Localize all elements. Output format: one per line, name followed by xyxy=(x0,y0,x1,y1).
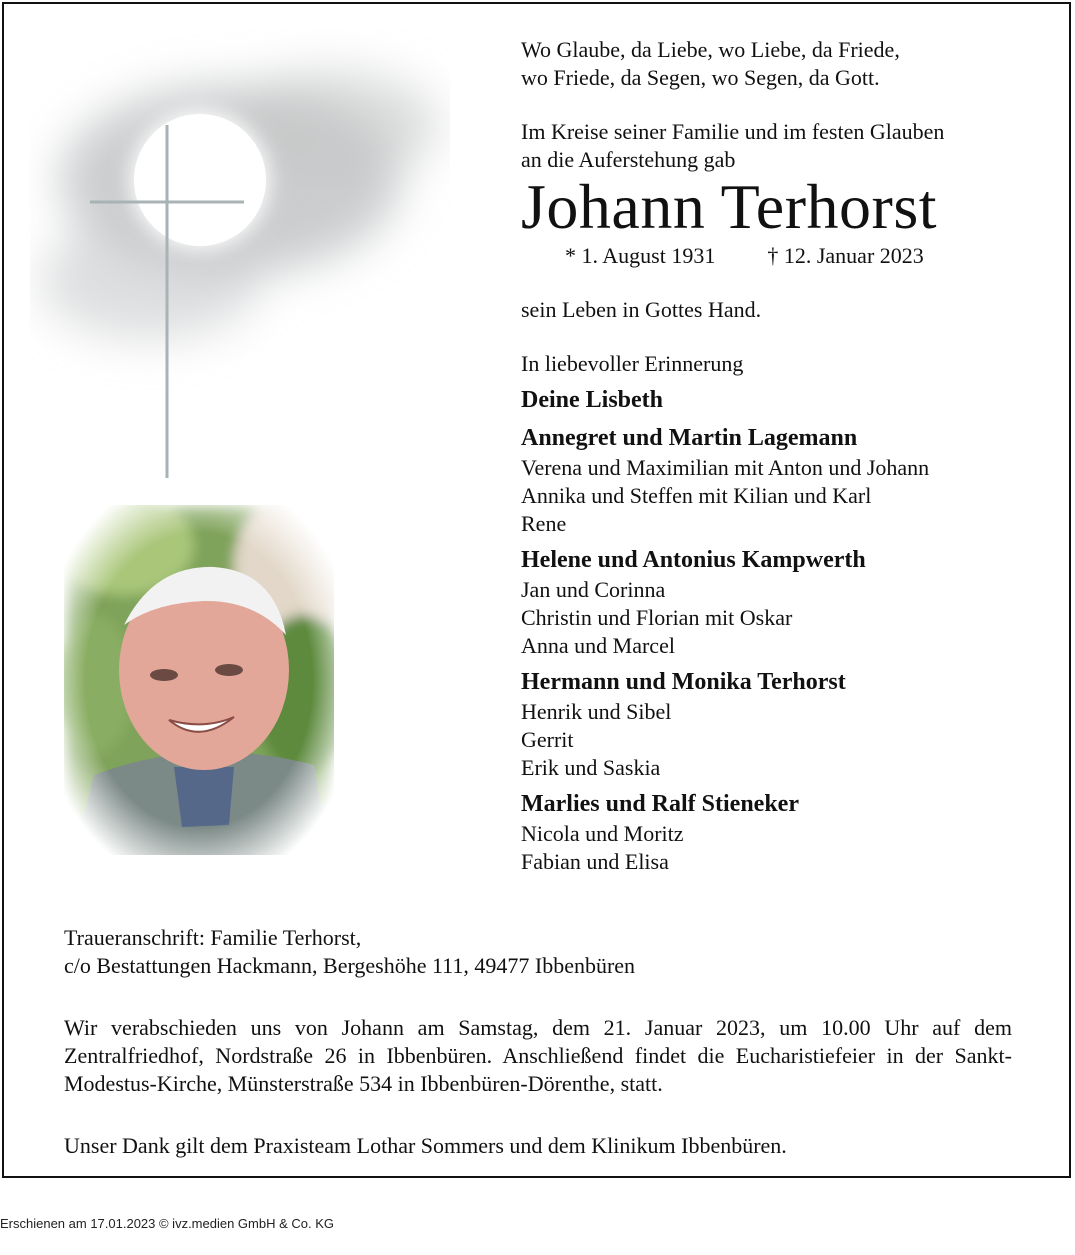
family-head: Hermann und Monika Terhorst xyxy=(521,669,846,695)
death-date: † 12. Januar 2023 xyxy=(767,243,924,268)
address-line-1: Traueranschrift: Familie Terhorst, xyxy=(64,925,362,950)
intro-line-2: an die Auferstehung gab xyxy=(521,147,736,172)
family-head: Annegret und Martin Lagemann xyxy=(521,425,858,451)
address-line-2: c/o Bestattungen Hackmann, Bergeshöhe 111, 49477 Ibbenbüren xyxy=(64,953,636,978)
notice-bottom-text xyxy=(64,924,1012,1160)
thanks-text: Unser Dank gilt dem Praxisteam Lothar Sommers und dem Klinikum Ibbenbüren. xyxy=(64,1133,787,1158)
poem-line-1: Wo Glaube, da Liebe, wo Liebe, da Friede, xyxy=(521,37,900,62)
family-head: Helene und Antonius Kampwerth xyxy=(521,547,866,573)
publication-footer: Erschienen am 17.01.2023 © ivz.medien GmbH & Co. KG xyxy=(0,1216,335,1231)
family-member: Christin und Florian mit Oskar xyxy=(521,605,793,630)
family-member: Anna und Marcel xyxy=(521,633,675,658)
family-member: Gerrit xyxy=(521,727,574,752)
birth-date: * 1. August 1931 xyxy=(565,243,716,268)
closing-line: sein Leben in Gottes Hand. xyxy=(521,297,762,322)
portrait-photo xyxy=(64,505,334,855)
family-member: Rene xyxy=(521,511,567,536)
intro-line-1: Im Kreise seiner Familie und im festen Glauben xyxy=(521,119,945,144)
memory-heading: In liebevoller Erinnerung xyxy=(521,351,744,376)
ceremony-text: Wir verabschieden uns von Johann am Samstag, dem 21. Januar 2023, um 10.00 Uhr auf dem Zentralfriedhof, Nordstraße 26 in Ibbenbüren. Anschließend findet die Eucharistiefeier in der Sankt-Modestus-Kirche, Münsterstraße 534 in Ibbenbüren-Dörenthe, statt. xyxy=(64,1015,1012,1096)
deceased-name: Johann Terhorst xyxy=(521,171,937,242)
poem-line-2: wo Friede, da Segen, wo Segen, da Gott. xyxy=(521,65,880,90)
family-head: Marlies und Ralf Stieneker xyxy=(521,791,799,817)
family-member: Verena und Maximilian mit Anton und Johann xyxy=(521,455,930,480)
life-dates xyxy=(521,242,1041,270)
notice-main-text xyxy=(521,36,1041,876)
family-member: Annika und Steffen mit Kilian und Karl xyxy=(521,483,872,508)
family-head: Deine Lisbeth xyxy=(521,387,664,413)
family-member: Erik und Saskia xyxy=(521,755,661,780)
family-member: Jan und Corinna xyxy=(521,577,666,602)
cross-moon-illustration xyxy=(30,30,450,490)
family-member: Nicola und Moritz xyxy=(521,821,684,846)
family-member: Fabian und Elisa xyxy=(521,849,669,874)
family-member: Henrik und Sibel xyxy=(521,699,672,724)
